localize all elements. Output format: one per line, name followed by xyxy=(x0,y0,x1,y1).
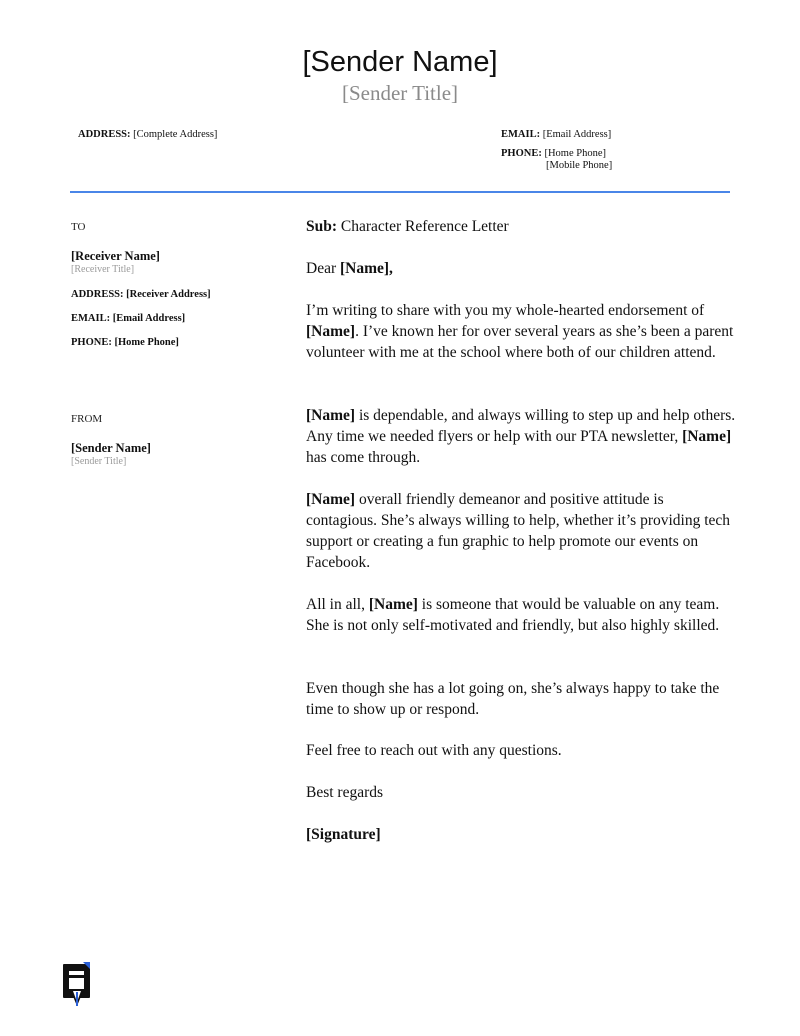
p2-name-1: [Name] xyxy=(306,407,356,424)
header-address xyxy=(78,129,217,141)
receiver-title: [Receiver Title] xyxy=(71,264,135,275)
p2-name-2: [Name] xyxy=(682,428,732,445)
subject-line xyxy=(306,216,736,237)
paragraph-6 xyxy=(306,740,736,761)
header-phone xyxy=(501,148,606,160)
pen-nib-logo-icon xyxy=(62,962,92,1010)
receiver-phone-label: PHONE: xyxy=(71,337,112,348)
paragraph-4 xyxy=(306,594,736,636)
header-divider xyxy=(70,191,730,193)
receiver-address-value: [Receiver Address] xyxy=(123,289,211,300)
closing: Best regards xyxy=(306,784,384,801)
salutation-text: Dear xyxy=(306,260,340,277)
receiver-name: [Receiver Name] xyxy=(71,249,160,263)
header-phone-label: PHONE: xyxy=(501,148,542,159)
receiver-phone xyxy=(71,337,179,348)
to-label: TO xyxy=(71,221,86,233)
paragraph-2 xyxy=(306,405,736,468)
p5-text: Even though she has a lot going on, she’s always happy to take the time to show up or respond. xyxy=(306,680,720,718)
from-label: FROM xyxy=(71,413,103,425)
p4-text-a: All in all, xyxy=(306,596,369,613)
p2-text-a: is dependable, and always willing to step up and help others. Any time we needed flyers or help with our PTA newsletter, xyxy=(306,407,736,445)
p2-text-b: has come through. xyxy=(306,449,421,466)
signature: [Signature] xyxy=(306,826,381,843)
header-email-label: EMAIL: xyxy=(501,129,541,140)
paragraph-1 xyxy=(306,300,736,363)
from-sender-title: [Sender Title] xyxy=(71,456,127,467)
p1-text-a: I’m writing to share with you my whole-hearted endorsement of xyxy=(306,302,705,319)
header-address-label: ADDRESS: xyxy=(78,129,131,140)
salutation-name: [Name], xyxy=(340,260,393,277)
receiver-email xyxy=(71,313,185,324)
paragraph-5 xyxy=(306,678,736,720)
paragraph-3 xyxy=(306,489,736,573)
p1-text-b: . I’ve known her for over several years as she’s been a parent volunteer with me at the school where both of our children attend. xyxy=(306,323,734,361)
receiver-address xyxy=(71,289,211,300)
p1-name: [Name] xyxy=(306,323,356,340)
header-phone-mobile: [Mobile Phone] xyxy=(546,160,613,171)
p3-name: [Name] xyxy=(306,491,356,508)
sender-title: [Sender Title] xyxy=(341,81,459,105)
p4-name: [Name] xyxy=(368,596,418,613)
header-email-value: [Email Address] xyxy=(540,129,612,140)
salutation xyxy=(306,258,736,279)
p4-text-b: is someone that would be valuable on any team. She is not only self-motivated and friendly, but also highly skilled. xyxy=(306,596,720,634)
receiver-email-value: [Email Address] xyxy=(110,313,186,324)
subject-text: Character Reference Letter xyxy=(337,218,509,235)
from-sender-name: [Sender Name] xyxy=(71,441,151,455)
receiver-phone-value: [Home Phone] xyxy=(111,337,179,348)
subject-label: Sub: xyxy=(306,218,338,235)
sender-name: [Sender Name] xyxy=(302,46,498,78)
header-address-value: [Complete Address] xyxy=(130,129,218,140)
header-email xyxy=(501,129,611,141)
p3-text: overall friendly demeanor and positive attitude is contagious. She’s always willing to help, whether it’s providing tech support or creating a fun graphic to help promote our events on Facebook. xyxy=(306,491,731,571)
receiver-email-label: EMAIL: xyxy=(71,313,111,324)
header-phone-home: [Home Phone] xyxy=(541,148,606,159)
p6-text: Feel free to reach out with any questions. xyxy=(306,742,562,759)
receiver-address-label: ADDRESS: xyxy=(71,289,124,300)
